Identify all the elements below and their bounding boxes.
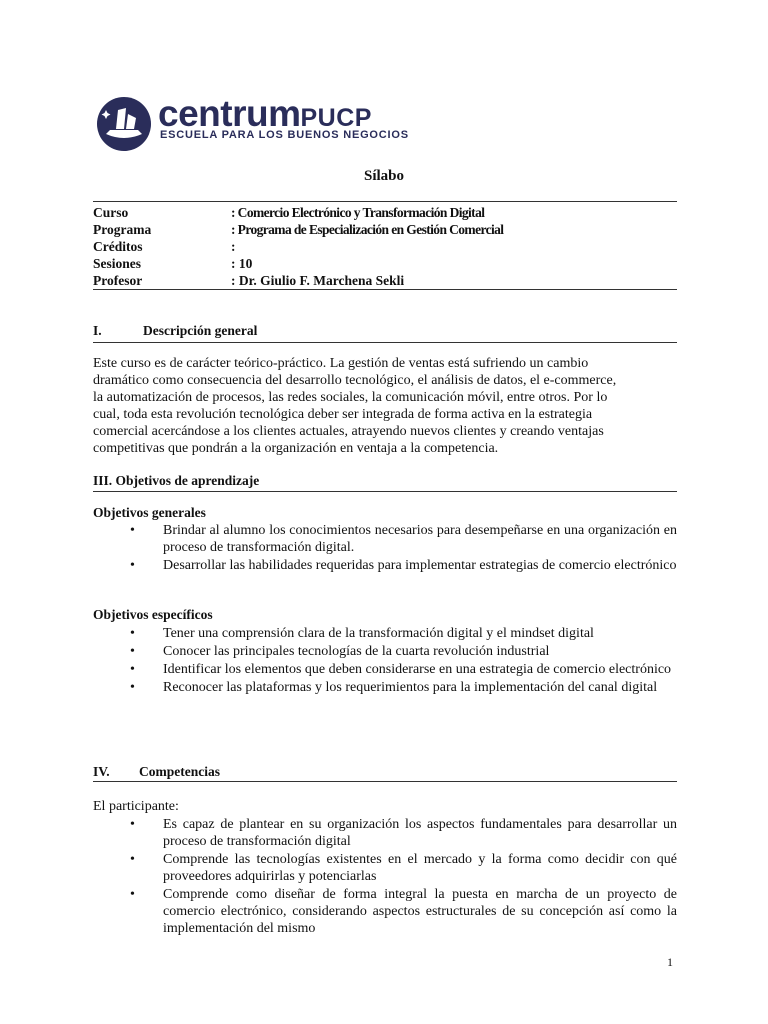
section-title: Descripción general (143, 323, 258, 338)
page-number: 1 (667, 955, 673, 969)
objetivos-especificos-list (130, 625, 677, 697)
info-value: : 10 (231, 256, 253, 271)
competencias-intro: El participante: (93, 799, 179, 814)
section-heading-competencias (93, 764, 220, 780)
bullet-icon: • (130, 887, 135, 902)
list-item-text: Desarrollar las habilidades requeridas para implementar estrategias de comercio electrónico (163, 558, 677, 573)
divider (93, 491, 677, 492)
info-row-profesor (93, 272, 503, 289)
list-item (130, 625, 677, 642)
description-line: dramático como consecuencia del desarrollo tecnológico, el análisis de datos, el e-commerce, (93, 373, 617, 388)
list-item-text: Brindar al alumno los conocimientos necesarios para desempeñarse en una organización en proceso de transformación digital. (163, 523, 677, 555)
list-item (130, 557, 677, 574)
divider (93, 781, 677, 782)
list-item-text: Conocer las principales tecnologías de la cuarta revolución industrial (163, 644, 550, 659)
course-info (93, 204, 503, 289)
list-item (130, 522, 677, 556)
list-item (130, 851, 677, 885)
subheading-objetivos-especificos: Objetivos específicos (93, 607, 213, 622)
logo-tagline: ESCUELA PARA LOS BUENOS NEGOCIOS (160, 129, 409, 141)
divider (93, 342, 677, 343)
subheading-objetivos-generales: Objetivos generales (93, 505, 206, 520)
description-line: Este curso es de carácter teórico-práctico. La gestión de ventas está sufriendo un cambio (93, 356, 589, 371)
info-value: : Comercio Electrónico y Transformación Digital (231, 205, 485, 220)
list-item (130, 679, 677, 696)
section-title: . Objetivos de aprendizaje (108, 473, 260, 488)
list-item (130, 816, 677, 850)
list-item (130, 661, 677, 678)
list-item-text: Es capaz de plantear en su organización los aspectos fundamentales para desarrollar un proceso de transformación digital (163, 817, 677, 849)
section-heading-descripcion (93, 323, 257, 339)
description-line: competitivas que pondrán a la organización en ventaja a la competencia. (93, 441, 499, 456)
description-line: cual, toda esta revolución tecnológica deber ser integrada de forma activa en la estrategia (93, 407, 593, 422)
info-value: : (231, 239, 236, 254)
bullet-icon: • (130, 644, 135, 659)
page-title: Sílabo (363, 168, 405, 184)
section-heading-objetivos (93, 473, 259, 489)
info-key: Programa (93, 222, 152, 237)
bullet-icon: • (130, 817, 135, 832)
list-item (130, 886, 677, 937)
bullet-icon: • (130, 626, 135, 641)
description-line: comercial acercándose a los clientes actuales, atrayendo nuevos clientes y creando ventajas (93, 424, 604, 439)
info-row-curso (93, 204, 503, 221)
section-number: III (93, 473, 109, 488)
divider (93, 201, 677, 202)
logo-brand: centrum (158, 93, 301, 134)
section-number: IV. (93, 764, 110, 779)
bullet-icon: • (130, 852, 135, 867)
bullet-icon: • (130, 662, 135, 677)
description-line: la automatización de procesos, las redes sociales, la comunicación móvil, entre otros. Por lo (93, 390, 608, 405)
description-paragraph (93, 355, 677, 457)
info-key: Curso (93, 205, 129, 220)
list-item-text: Identificar los elementos que deben considerarse en una estrategia de comercio electrónico (163, 662, 672, 677)
ship-emblem-icon (96, 96, 152, 152)
info-row-programa (93, 221, 503, 238)
info-row-sesiones (93, 255, 503, 272)
list-item-text: Tener una comprensión clara de la transformación digital y el mindset digital (163, 626, 594, 641)
list-item-text: Comprende como diseñar de forma integral la puesta en marcha de un proyecto de comercio electrónico, considerando aspectos estructurales de su concepción así como la implementación del mismo (163, 887, 677, 936)
list-item-text: Reconocer las plataformas y los requerimientos para la implementación del canal digital (163, 680, 658, 695)
section-title: Competencias (139, 764, 220, 779)
bullet-icon: • (130, 680, 135, 695)
list-item (130, 643, 677, 660)
info-value: : Dr. Giulio F. Marchena Sekli (231, 273, 405, 288)
logo-brand-pucp: PUCP (300, 104, 372, 132)
centrum-pucp-logo (96, 93, 409, 154)
bullet-icon: • (130, 523, 135, 538)
info-key: Créditos (93, 239, 143, 254)
section-number: I. (93, 323, 102, 338)
info-row-creditos (93, 238, 503, 255)
bullet-icon: • (130, 558, 135, 573)
objetivos-generales-list (130, 522, 677, 575)
list-item-text: Comprende las tecnologías existentes en el mercado y la forma como decidir con qué proveedores adquirirlas y potenciarlas (163, 852, 677, 884)
info-key: Sesiones (93, 256, 142, 271)
competencias-list (130, 816, 677, 938)
info-value: : Programa de Especialización en Gestión Comercial (231, 222, 504, 237)
divider (93, 289, 677, 290)
info-key: Profesor (93, 273, 143, 288)
